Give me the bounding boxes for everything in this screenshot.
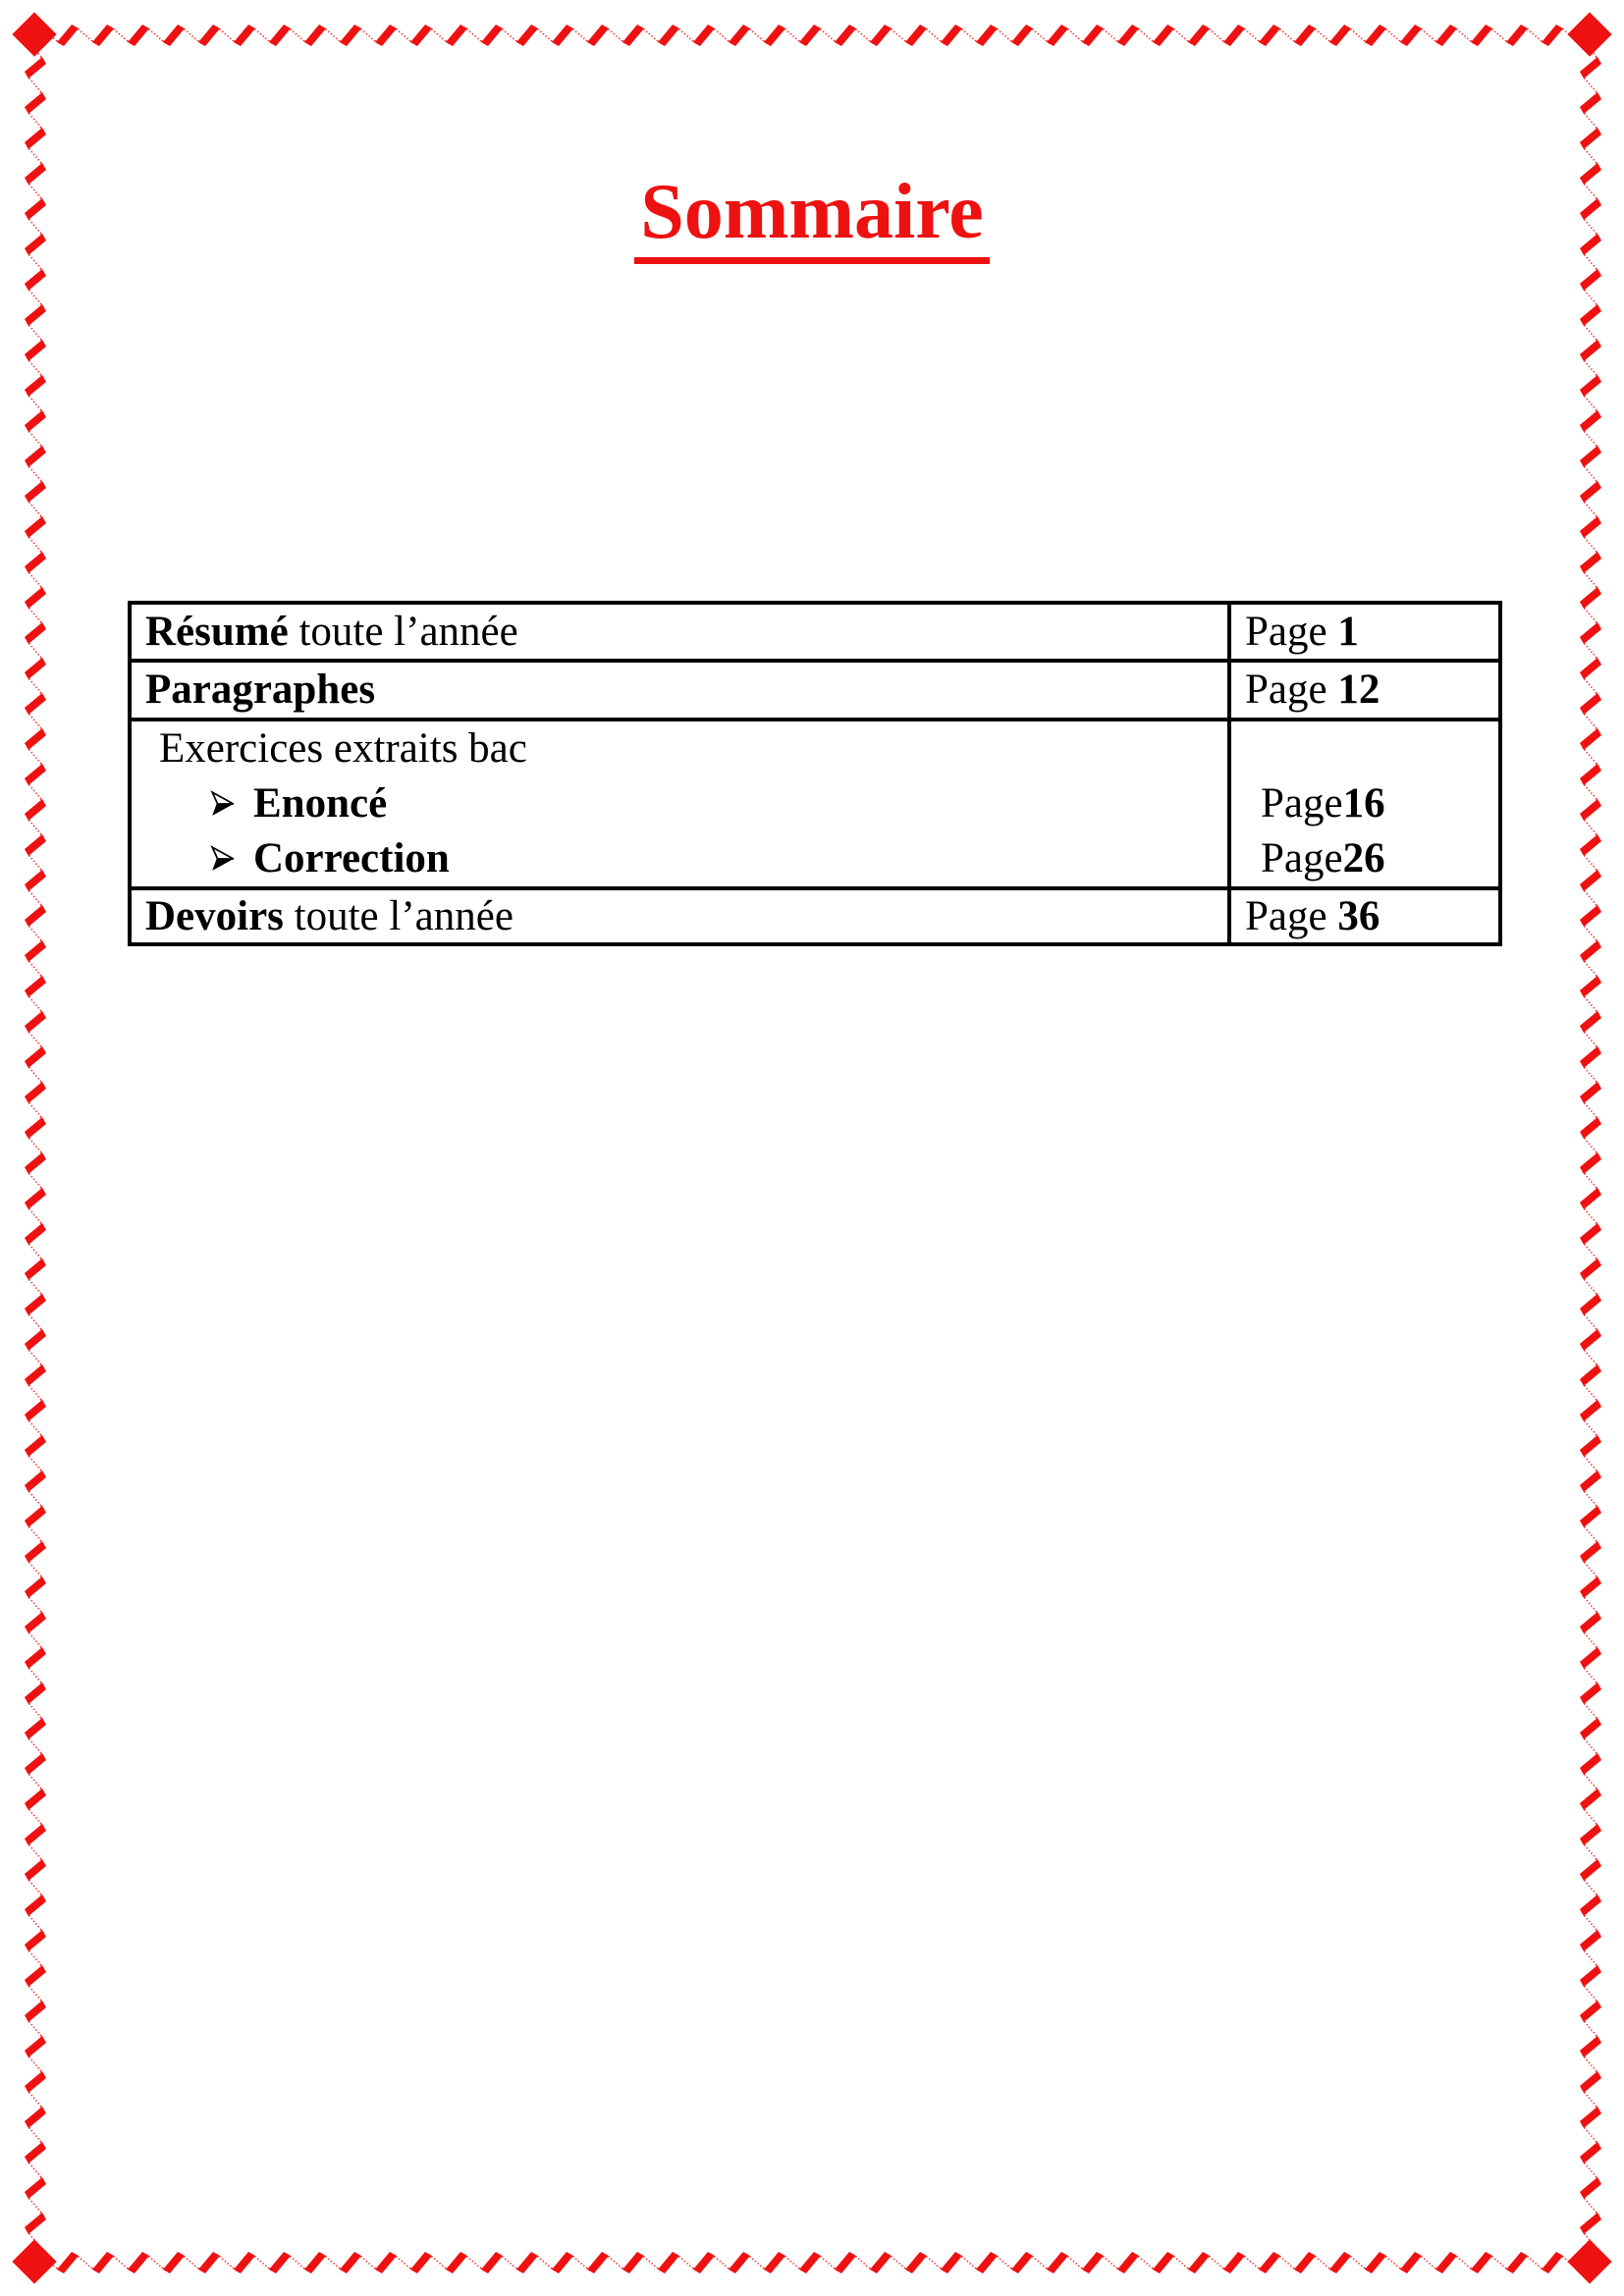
toc-page-line [1245, 831, 1498, 886]
toc-table [128, 601, 1502, 946]
table-row [130, 661, 1500, 720]
page-word: Page [1245, 892, 1338, 939]
toc-page-line [1245, 776, 1498, 831]
toc-page-cell [1229, 603, 1500, 661]
page-border-bottom-ribbon [22, 2249, 1602, 2274]
toc-subentry-enonce [145, 776, 1227, 831]
border-corner-bottom-right [1567, 2239, 1611, 2283]
page-number: 16 [1342, 780, 1385, 828]
toc-page-cell-multi [1229, 720, 1500, 888]
page-number: 1 [1337, 608, 1359, 655]
page-word: Page [1261, 780, 1343, 828]
toc-entry-label-bold: Paragraphes [145, 667, 376, 714]
toc-entry-label-rest: toute l’année [283, 892, 514, 939]
page-number: 26 [1342, 835, 1385, 882]
table-row [130, 888, 1500, 944]
page-title-container [0, 169, 1624, 264]
arrowhead-bullet-icon [208, 790, 238, 818]
table-row [130, 603, 1500, 661]
page-border-top-ribbon [22, 22, 1602, 47]
toc-entry-exercices [130, 720, 1229, 888]
toc-page-cell [1229, 661, 1500, 720]
toc-entry-label-rest: toute l’année [288, 608, 518, 655]
page-word: Page [1245, 667, 1338, 714]
page-border-left-ribbon [22, 22, 47, 2274]
table-row [130, 720, 1500, 888]
page-border-right-ribbon [1577, 22, 1602, 2274]
toc-entry-label-plain: Exercices extraits bac [159, 725, 527, 773]
border-corner-bottom-left [12, 2239, 56, 2283]
page-number: 12 [1337, 667, 1380, 714]
toc-page-cell [1229, 888, 1500, 944]
toc-subentry-label: Enoncé [253, 780, 388, 828]
toc-entry-paragraphes [130, 661, 1229, 720]
page-word: Page [1261, 835, 1343, 882]
toc-entry-label-bold: Devoirs [145, 892, 284, 939]
empty-line [1245, 721, 1498, 776]
arrowhead-bullet-icon [208, 845, 238, 873]
toc-entry-label-bold: Résumé [145, 608, 289, 655]
toc-entry-resume [130, 603, 1229, 661]
page-number: 36 [1337, 892, 1380, 939]
toc-subentry-label: Correction [253, 835, 450, 882]
toc-entry-devoirs [130, 888, 1229, 944]
page-word: Page [1245, 608, 1338, 655]
toc-subentry-correction [145, 831, 1227, 886]
border-corner-top-left [12, 12, 56, 56]
border-corner-top-right [1567, 12, 1611, 56]
page-title: Sommaire [634, 173, 990, 264]
